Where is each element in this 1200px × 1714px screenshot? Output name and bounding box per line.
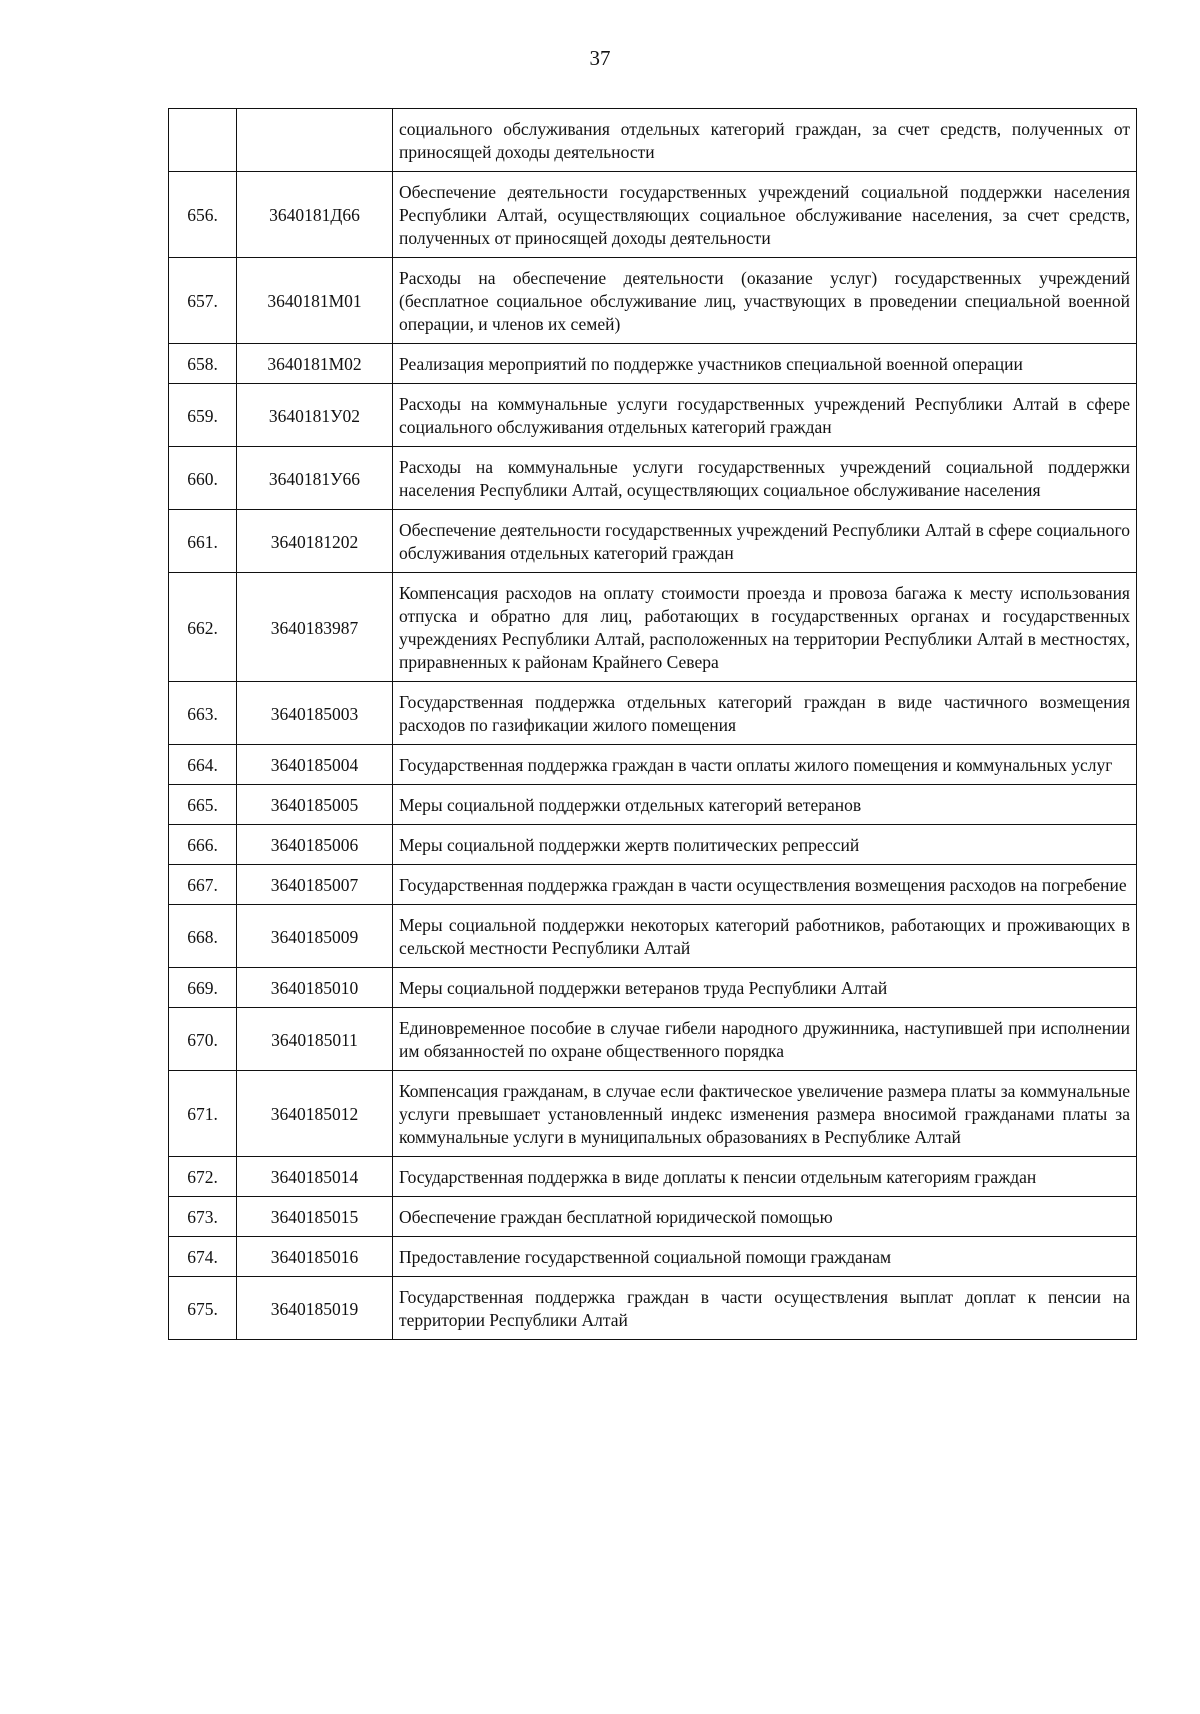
row-code: 3640181М01 xyxy=(237,258,393,344)
row-number: 664. xyxy=(169,745,237,785)
row-number: 665. xyxy=(169,785,237,825)
row-description: Государственная поддержка граждан в части осуществления возмещения расходов на погребение xyxy=(393,865,1137,905)
table-row xyxy=(169,968,1137,1008)
row-description: Обеспечение граждан бесплатной юридической помощью xyxy=(393,1197,1137,1237)
row-number: 669. xyxy=(169,968,237,1008)
budget-classification-table xyxy=(168,108,1137,1340)
row-code: 3640185019 xyxy=(237,1277,393,1340)
row-number: 666. xyxy=(169,825,237,865)
row-number: 672. xyxy=(169,1157,237,1197)
table-row xyxy=(169,1157,1137,1197)
row-code: 3640185006 xyxy=(237,825,393,865)
row-description: Обеспечение деятельности государственных учреждений Республики Алтай в сфере социального обслуживания отдельных категорий граждан xyxy=(393,510,1137,573)
table-row xyxy=(169,384,1137,447)
row-description: социального обслуживания отдельных категорий граждан, за счет средств, полученных от приносящей доходы деятельности xyxy=(393,109,1137,172)
table-row xyxy=(169,1071,1137,1157)
row-number: 657. xyxy=(169,258,237,344)
row-description: Меры социальной поддержки жертв политических репрессий xyxy=(393,825,1137,865)
table-row xyxy=(169,1277,1137,1340)
row-code: 3640185011 xyxy=(237,1008,393,1071)
table-row xyxy=(169,905,1137,968)
row-code: 3640185014 xyxy=(237,1157,393,1197)
row-description: Компенсация расходов на оплату стоимости проезда и провоза багажа к месту использования отпуска и обратно для лиц, работающих в государственных органах и государственных учреждениях Республики Алтай, расположенных на территории Республики Алтай в местностях, приравненных к районам Крайнего Севера xyxy=(393,573,1137,682)
row-code: 3640185009 xyxy=(237,905,393,968)
row-number: 670. xyxy=(169,1008,237,1071)
row-code: 3640181У02 xyxy=(237,384,393,447)
row-number: 674. xyxy=(169,1237,237,1277)
row-code: 3640185003 xyxy=(237,682,393,745)
table-row xyxy=(169,682,1137,745)
row-code: 3640185010 xyxy=(237,968,393,1008)
row-description: Предоставление государственной социальной помощи гражданам xyxy=(393,1237,1137,1277)
row-number: 658. xyxy=(169,344,237,384)
table-row xyxy=(169,172,1137,258)
row-code: 3640183987 xyxy=(237,573,393,682)
table-row xyxy=(169,1197,1137,1237)
row-description: Реализация мероприятий по поддержке участников специальной военной операции xyxy=(393,344,1137,384)
row-code: 3640181Д66 xyxy=(237,172,393,258)
table-row xyxy=(169,510,1137,573)
row-description: Меры социальной поддержки ветеранов труда Республики Алтай xyxy=(393,968,1137,1008)
page-number: 37 xyxy=(589,46,611,70)
row-number: 673. xyxy=(169,1197,237,1237)
row-description: Компенсация гражданам, в случае если фактическое увеличение размера платы за коммунальные услуги превышает установленный индекс изменения размера вносимой гражданами платы за коммунальные услуги в муниципальных образованиях в Республике Алтай xyxy=(393,1071,1137,1157)
row-description: Государственная поддержка граждан в части оплаты жилого помещения и коммунальных услуг xyxy=(393,745,1137,785)
table-row xyxy=(169,344,1137,384)
row-description: Государственная поддержка граждан в части осуществления выплат доплат к пенсии на территории Республики Алтай xyxy=(393,1277,1137,1340)
table-body xyxy=(169,109,1137,1340)
row-code xyxy=(237,109,393,172)
row-number: 671. xyxy=(169,1071,237,1157)
row-description: Расходы на обеспечение деятельности (оказание услуг) государственных учреждений (бесплатное социальное обслуживание лиц, участвующих в проведении специальной военной операции, и членов их семей) xyxy=(393,258,1137,344)
row-description: Расходы на коммунальные услуги государственных учреждений социальной поддержки населения Республики Алтай, осуществляющих социальное обслуживание населения xyxy=(393,447,1137,510)
row-code: 3640185012 xyxy=(237,1071,393,1157)
table-row xyxy=(169,865,1137,905)
row-number: 661. xyxy=(169,510,237,573)
table-row xyxy=(169,785,1137,825)
row-description: Государственная поддержка в виде доплаты к пенсии отдельным категориям граждан xyxy=(393,1157,1137,1197)
row-description: Обеспечение деятельности государственных учреждений социальной поддержки населения Республики Алтай, осуществляющих социальное обслуживание населения, за счет средств, полученных от приносящей доходы деятельности xyxy=(393,172,1137,258)
row-number: 663. xyxy=(169,682,237,745)
row-code: 3640185004 xyxy=(237,745,393,785)
row-description: Государственная поддержка отдельных категорий граждан в виде частичного возмещения расходов по газификации жилого помещения xyxy=(393,682,1137,745)
table-row xyxy=(169,825,1137,865)
row-description: Единовременное пособие в случае гибели народного дружинника, наступившей при исполнении им обязанностей по охране общественного порядка xyxy=(393,1008,1137,1071)
row-number: 659. xyxy=(169,384,237,447)
table-row xyxy=(169,258,1137,344)
table-row xyxy=(169,573,1137,682)
table-row xyxy=(169,1008,1137,1071)
row-number: 662. xyxy=(169,573,237,682)
row-code: 3640181202 xyxy=(237,510,393,573)
table-row xyxy=(169,745,1137,785)
row-number: 667. xyxy=(169,865,237,905)
row-code: 3640185007 xyxy=(237,865,393,905)
row-number xyxy=(169,109,237,172)
table-row xyxy=(169,109,1137,172)
table-row xyxy=(169,447,1137,510)
row-code: 3640185005 xyxy=(237,785,393,825)
row-number: 668. xyxy=(169,905,237,968)
row-code: 3640181М02 xyxy=(237,344,393,384)
row-number: 656. xyxy=(169,172,237,258)
row-description: Меры социальной поддержки некоторых категорий работников, работающих и проживающих в сельской местности Республики Алтай xyxy=(393,905,1137,968)
row-code: 3640185016 xyxy=(237,1237,393,1277)
row-number: 660. xyxy=(169,447,237,510)
row-description: Меры социальной поддержки отдельных категорий ветеранов xyxy=(393,785,1137,825)
row-description: Расходы на коммунальные услуги государственных учреждений Республики Алтай в сфере социального обслуживания отдельных категорий граждан xyxy=(393,384,1137,447)
row-number: 675. xyxy=(169,1277,237,1340)
row-code: 3640185015 xyxy=(237,1197,393,1237)
row-code: 3640181У66 xyxy=(237,447,393,510)
table-row xyxy=(169,1237,1137,1277)
